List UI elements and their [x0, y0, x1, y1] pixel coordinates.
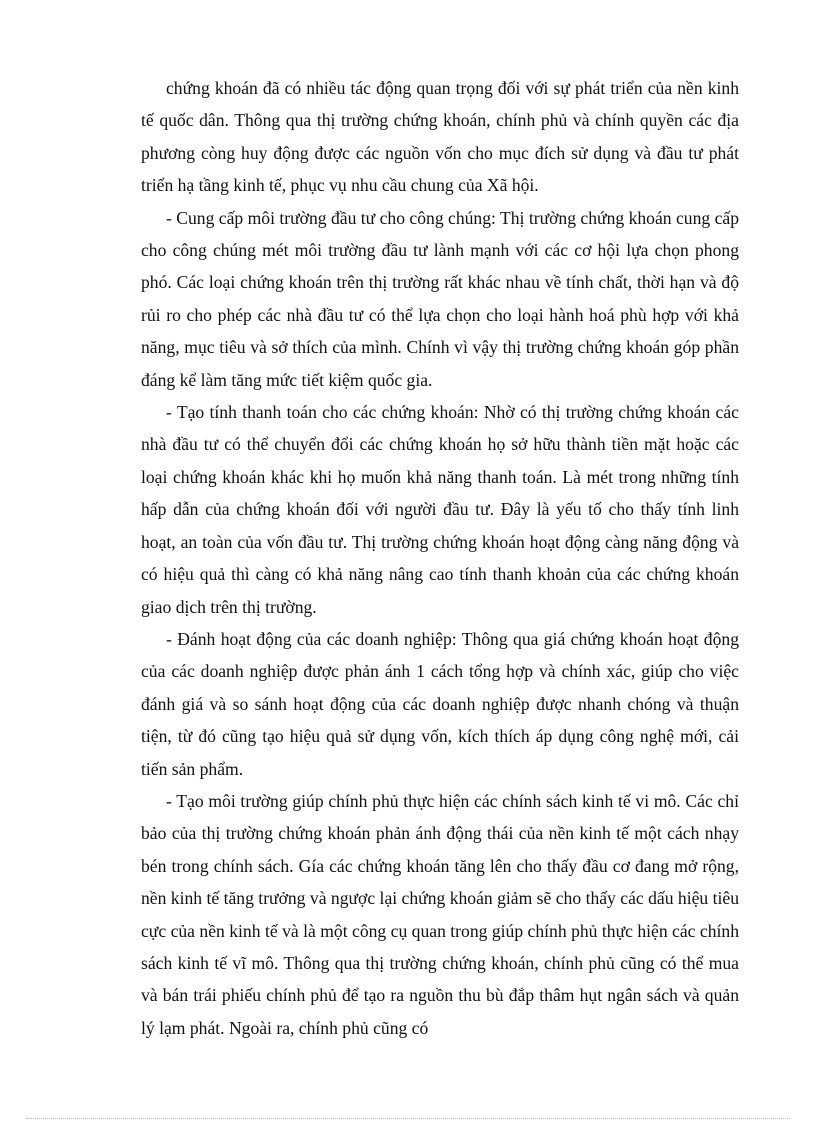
paragraph-intro: chứng khoán đã có nhiều tác động quan trọng đối với sự phát triển của nền kinh tế quốc dân. Thông qua thị trường chứng khoán, chính phủ và chính quyền các địa phương còng huy động được các nguồn vốn cho mục đích sử dụng và đầu tư phát triển hạ tầng kinh tế, phục vụ nhu cầu chung của Xã hội. [141, 78, 739, 196]
footer-dotted-rule [26, 1118, 790, 1119]
paragraph-business-evaluation: - Đánh hoạt động của các doanh nghiệp: Thông qua giá chứng khoán hoạt động của các doanh nghiệp được phản ánh 1 cách tổng hợp và chính xác, giúp cho việc đánh giá và so sánh hoạt động của các doanh nghiệp được nhanh chóng và thuận tiện, từ đó cũng tạo hiệu quả sử dụng vốn, kích thích áp dụng công nghệ mới, cải tiến sản phẩm. [141, 628, 739, 779]
paragraph-government-policy: - Tạo môi trường giúp chính phủ thực hiện các chính sách kinh tế vi mô. Các chỉ bảo của thị trường chứng khoán phản ánh động thái của nền kinh tế một cách nhạy bén trong chính sách. Gía các chứng khoán tăng lên cho thấy đầu cơ đang mở rộng, nền kinh tế tăng trưởng và ngược lại chứng khoán giảm sẽ cho thấy các dấu hiệu tiêu cực của nền kinh tế và là một công cụ quan trong giúp chính phủ thực hiện các chính sách kinh tế vĩ mô. Thông qua thị trường chứng khoán, chính phủ cũng có thể mua và bán trái phiếu chính phủ để tạo ra nguồn thu bù đắp thâm hụt ngân sách và quản lý lạm phát. Ngoài ra, chính phủ cũng có [141, 790, 739, 1038]
paragraph-liquidity: - Tạo tính thanh toán cho các chứng khoán: Nhờ có thị trường chứng khoán các nhà đầu tư có thể chuyển đổi các chứng khoán họ sở hữu thành tiền mặt hoặc các loại chứng khoán khác khi họ muốn khả năng thanh toán. Là mét trong những tính hấp dẫn của chứng khoán đối với người đầu tư. Đây là yếu tố cho thấy tính linh hoạt, an toàn của vốn đầu tư. Thị trường chứng khoán hoạt động càng năng động và có hiệu quả thì càng có khả năng nâng cao tính thanh khoản của các chứng khoán giao dịch trên thị trường. [141, 402, 739, 617]
paragraph-investment-environment: - Cung cấp môi trường đầu tư cho công chúng: Thị trường chứng khoán cung cấp cho công chúng mét môi trường đầu tư lành mạnh với các cơ hội lựa chọn phong phó. Các loại chứng khoán trên thị trường rất khác nhau về tính chất, thời hạn và độ rủi ro cho phép các nhà đầu tư có thể lựa chọn cho loại hành hoá phù hợp với khả năng, mục tiêu và sở thích của mình. Chính vì vậy thị trường chứng khoán góp phần đáng kể làm tăng mức tiết kiệm quốc gia. [141, 207, 739, 390]
document-body [141, 72, 739, 1044]
